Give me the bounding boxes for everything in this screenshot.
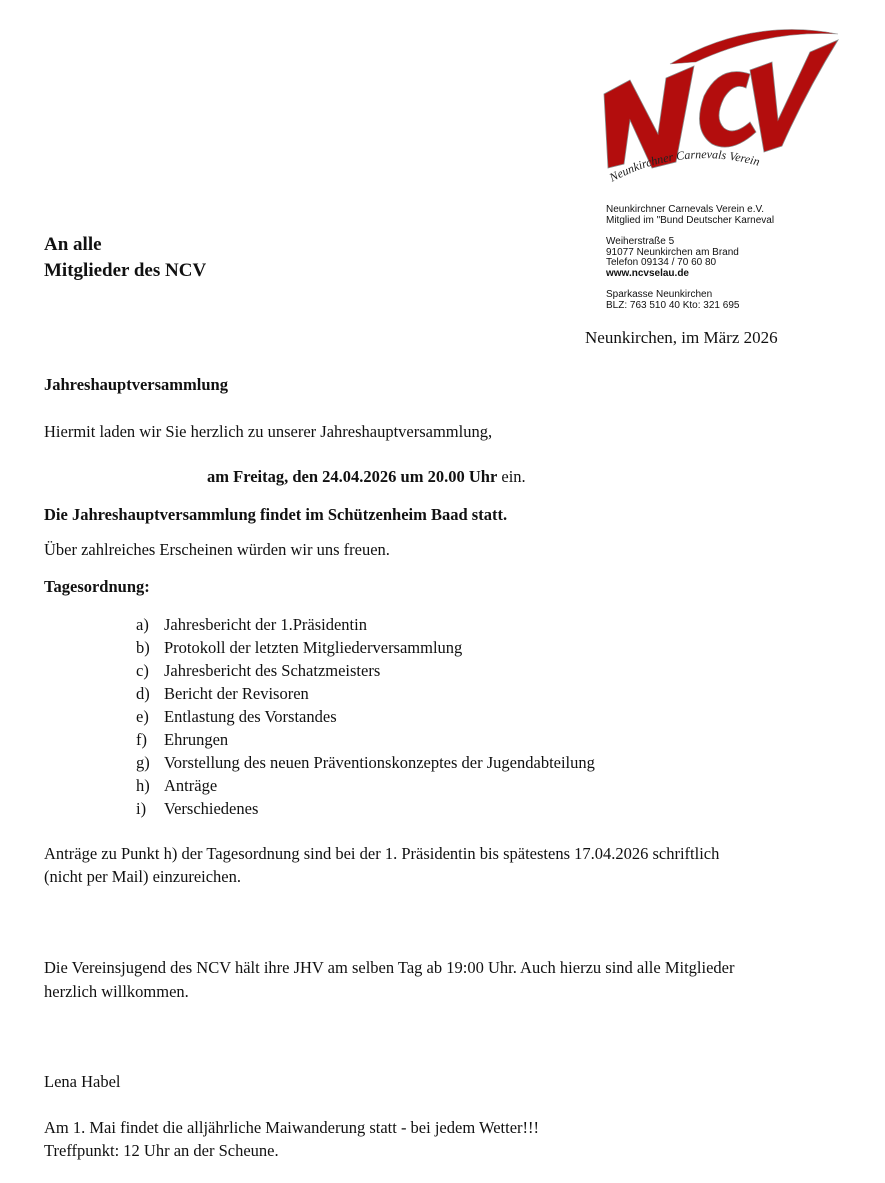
- sender-street: Weiherstraße 5: [606, 236, 675, 247]
- recipient-block: [44, 232, 206, 284]
- ncv-logo: [600, 22, 845, 187]
- agenda-item: [136, 705, 595, 728]
- agenda-letter: d): [136, 684, 150, 703]
- meeting-date-suffix: ein.: [497, 467, 526, 486]
- agenda-item: [136, 751, 595, 774]
- agenda-letter: i): [136, 799, 147, 818]
- logo-letter-c: [700, 72, 757, 148]
- agenda-item: [136, 659, 595, 682]
- sender-membership: Mitglied im "Bund Deutscher Karneval: [606, 214, 775, 226]
- agenda-letter: b): [136, 638, 150, 657]
- meeting-date: am Freitag, den 24.04.2026 um 20.00 Uhr: [207, 467, 498, 486]
- sender-bank: Sparkasse Neunkirchen: [606, 289, 713, 300]
- sender-phone: Telefon 09134 / 70 60 80: [606, 257, 717, 268]
- sender-website[interactable]: www.ncvselau.de: [606, 267, 689, 279]
- letter-subject: Jahreshauptversammlung: [44, 375, 228, 394]
- agenda-text: Anträge: [164, 776, 218, 795]
- agenda-text: Ehrungen: [164, 730, 229, 749]
- meeting-date-line: [207, 467, 526, 487]
- agenda-text: Bericht der Revisoren: [164, 684, 309, 703]
- sender-city: 91077 Neunkirchen am Brand: [606, 246, 739, 258]
- agenda-text: Jahresbericht des Schatzmeisters: [164, 661, 381, 680]
- agenda-item: [136, 797, 595, 820]
- closing-invite: Über zahlreiches Erscheinen würden wir uns freuen.: [44, 540, 390, 559]
- sender-account: BLZ: 763 510 40 Kto: 321 695: [606, 299, 740, 311]
- agenda-letter: e): [136, 707, 149, 726]
- motions-line-2: (nicht per Mail) einzureichen.: [44, 867, 241, 886]
- agenda-letter: g): [136, 753, 150, 772]
- agenda-item: [136, 682, 595, 705]
- meeting-location: Die Jahreshauptversammlung findet im Schützenheim Baad statt.: [44, 505, 508, 524]
- recipient-line1: An alle: [44, 234, 102, 255]
- agenda-letter: c): [136, 661, 149, 680]
- date-line: Neunkirchen, im März 2026: [585, 328, 778, 347]
- hike-line-1: Am 1. Mai findet die alljährliche Maiwanderung statt - bei jedem Wetter!!!: [44, 1118, 540, 1137]
- agenda-text: Entlastung des Vorstandes: [164, 707, 337, 726]
- letter-intro: Hiermit laden wir Sie herzlich zu unserer Jahreshauptversammlung,: [44, 422, 493, 441]
- agenda-letter: a): [136, 615, 149, 634]
- youth-line-2: herzlich willkommen.: [44, 982, 189, 1001]
- agenda-text: Verschiedenes: [164, 799, 259, 818]
- agenda-text: Jahresbericht der 1.Präsidentin: [164, 615, 367, 634]
- motions-line-1: Anträge zu Punkt h) der Tagesordnung sind bei der 1. Präsidentin bis spätestens 17.04.2026 schriftlich: [44, 844, 720, 863]
- agenda-list: [136, 613, 595, 820]
- agenda-item: [136, 613, 595, 636]
- agenda-text: Protokoll der letzten Mitgliederversammlung: [164, 638, 463, 657]
- agenda-letter: f): [136, 730, 147, 749]
- agenda-title: Tagesordnung:: [44, 577, 150, 596]
- youth-line-1: Die Vereinsjugend des NCV hält ihre JHV am selben Tag ab 19:00 Uhr. Auch hierzu sind alle Mitglieder: [44, 958, 735, 977]
- logo-letter-v: [750, 40, 838, 152]
- recipient-line2: Mitglieder des NCV: [44, 260, 207, 281]
- agenda-item: [136, 636, 595, 659]
- logo-tagline: Neunkirchner Carnevals Verein: [606, 147, 762, 185]
- hike-line-2: Treffpunkt: 12 Uhr an der Scheune.: [44, 1141, 279, 1160]
- agenda-item: [136, 774, 595, 797]
- agenda-text: Vorstellung des neuen Präventionskonzeptes der Jugendabteilung: [164, 753, 595, 772]
- signature: Lena Habel: [44, 1072, 121, 1091]
- agenda-letter: h): [136, 776, 150, 795]
- agenda-item: [136, 728, 595, 751]
- sender-name: Neunkirchner Carnevals Verein e.V.: [606, 204, 765, 215]
- svg-text:Neunkirchner Carnevals Verein: [606, 147, 761, 185]
- sender-block: [606, 205, 774, 311]
